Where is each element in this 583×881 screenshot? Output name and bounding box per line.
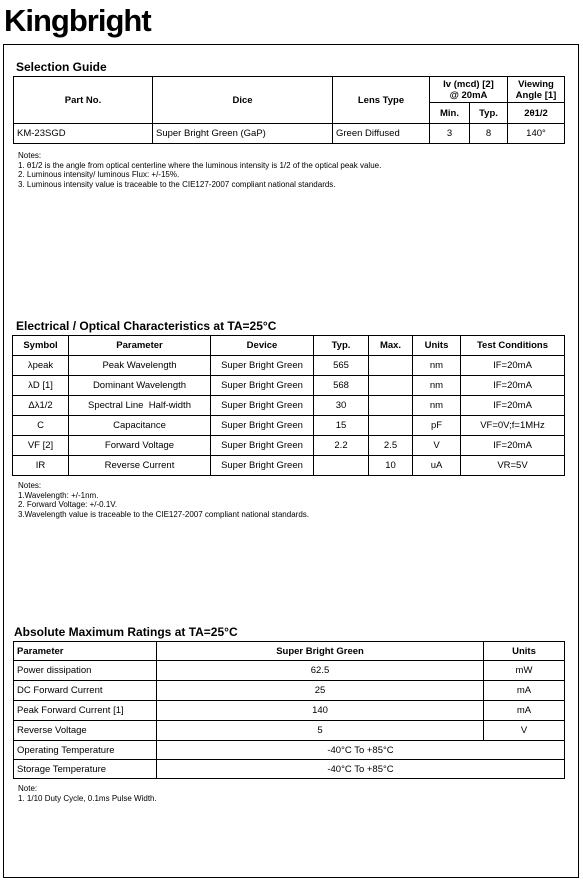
parameter-cell: Power dissipation [14,661,157,681]
max-cell [369,396,413,416]
typ-header: Typ. [470,103,508,124]
test-condition-cell: VF=0V;f=1MHz [461,416,565,436]
value-cell: 140 [157,701,484,721]
max-header: Max. [369,336,413,356]
units-cell: mA [484,701,565,721]
parameter-cell: Peak Wavelength [69,356,211,376]
value-cell: -40°C To +85°C [157,741,565,760]
units-cell: V [484,721,565,741]
value-cell: -40°C To +85°C [157,760,565,779]
note-line: 3. Luminous intensity value is traceable to the CIE127-2007 compliant national standards. [18,179,336,189]
max-cell [369,356,413,376]
min-header: Min. [430,103,470,124]
iv-header-condition: @ 20mA [449,89,488,101]
table-row [13,436,565,456]
symbol-cell: VF [2] [13,436,69,456]
parameter-cell: Reverse Current [69,456,211,476]
table-row [13,396,565,416]
units-cell: V [413,436,461,456]
symbol-cell: λD [1] [13,376,69,396]
absolute-ratings-table [13,641,565,779]
viewing-header-label: Viewing [518,78,554,90]
lens-type-header: Lens Type [333,77,430,124]
parameter-cell: Reverse Voltage [14,721,157,741]
units-cell: pF [413,416,461,436]
test-condition-cell: IF=20mA [461,356,565,376]
dice-header: Dice [153,77,333,124]
parameter-cell: Peak Forward Current [1] [14,701,157,721]
viewing-angle-cell: 140° [508,124,565,144]
test-conditions-header: Test Conditions [461,336,565,356]
test-condition-cell: VR=5V [461,456,565,476]
table-row [14,701,565,721]
selection-guide-title: Selection Guide [16,60,107,74]
symbol-cell: IR [13,456,69,476]
units-cell: uA [413,456,461,476]
note-line: 3.Wavelength value is traceable to the CIE127-2007 compliant national standards. [18,509,309,519]
parameter-cell: Spectral Line Half-width [69,396,211,416]
device-header: Super Bright Green [157,642,484,661]
units-cell: mA [484,681,565,701]
iv-typ-cell: 8 [470,124,508,144]
iv-min-cell: 3 [430,124,470,144]
units-cell: nm [413,396,461,416]
table-row [14,760,565,779]
device-cell: Super Bright Green [211,436,314,456]
units-cell: nm [413,376,461,396]
parameter-cell: DC Forward Current [14,681,157,701]
test-condition-cell: IF=20mA [461,436,565,456]
symbol-cell: Δλ1/2 [13,396,69,416]
max-cell: 10 [369,456,413,476]
device-cell: Super Bright Green [211,396,314,416]
value-cell: 62.5 [157,661,484,681]
electrical-table [12,335,565,476]
typ-cell [314,456,369,476]
table-row [13,356,565,376]
table-row [14,681,565,701]
symbol-cell: C [13,416,69,436]
max-cell: 2.5 [369,436,413,456]
parameter-cell: Capacitance [69,416,211,436]
note-line: 1. 1/10 Duty Cycle, 0.1ms Pulse Width. [18,793,157,803]
parameter-header: Parameter [14,642,157,661]
note-line: Notes: [18,481,42,490]
typ-cell: 2.2 [314,436,369,456]
typ-cell: 568 [314,376,369,396]
table-row [14,741,565,760]
value-cell: 5 [157,721,484,741]
note-line: 1.Wavelength: +/-1nm. [18,490,99,500]
device-cell: Super Bright Green [211,376,314,396]
test-condition-cell: IF=20mA [461,396,565,416]
brand-logo: Kingbright [4,3,151,38]
units-header: Units [484,642,565,661]
parameter-header: Parameter [69,336,211,356]
units-cell: mW [484,661,565,681]
note-line: 1. θ1/2 is the angle from optical centerline where the luminous intensity is 1/2 of the optical peak value. [18,160,382,170]
absolute-ratings-title: Absolute Maximum Ratings at TA=25°C [14,625,238,639]
parameter-cell: Storage Temperature [14,760,157,779]
theta-header: 2θ1/2 [508,103,565,124]
max-cell [369,376,413,396]
device-cell: Super Bright Green [211,356,314,376]
table-row [14,721,565,741]
viewing-angle-header [508,77,565,103]
table-row [14,124,565,144]
max-cell [369,416,413,436]
parameter-cell: Dominant Wavelength [69,376,211,396]
dice-cell: Super Bright Green (GaP) [153,124,333,144]
table-row [13,456,565,476]
device-header: Device [211,336,314,356]
units-header: Units [413,336,461,356]
typ-cell: 30 [314,396,369,416]
part-no-header: Part No. [14,77,153,124]
note-line: Notes: [18,151,42,160]
device-cell: Super Bright Green [211,456,314,476]
typ-cell: 565 [314,356,369,376]
electrical-title: Electrical / Optical Characteristics at TA=25°C [16,319,277,333]
iv-header [430,77,508,103]
parameter-cell: Forward Voltage [69,436,211,456]
note-line: 2. Forward Voltage: +/-0.1V. [18,500,118,509]
parameter-cell: Operating Temperature [14,741,157,760]
table-row [13,416,565,436]
units-cell: nm [413,356,461,376]
typ-header: Typ. [314,336,369,356]
typ-cell: 15 [314,416,369,436]
angle-header-label: Angle [1] [515,89,557,101]
note-line: Note: [18,784,38,793]
lens-type-cell: Green Diffused [333,124,430,144]
absolute-ratings-notes [18,784,157,803]
part-no-cell: KM-23SGD [14,124,153,144]
iv-header-label: Iv (mcd) [2] [443,78,494,90]
test-condition-cell: IF=20mA [461,376,565,396]
table-row [13,376,565,396]
device-cell: Super Bright Green [211,416,314,436]
note-line: 2. Luminous intensity/ luminous Flux: +/-15%. [18,170,180,179]
electrical-notes [18,481,309,519]
symbol-cell: λpeak [13,356,69,376]
selection-guide-table [13,76,565,144]
symbol-header: Symbol [13,336,69,356]
value-cell: 25 [157,681,484,701]
table-row [14,661,565,681]
selection-guide-notes [18,151,381,189]
